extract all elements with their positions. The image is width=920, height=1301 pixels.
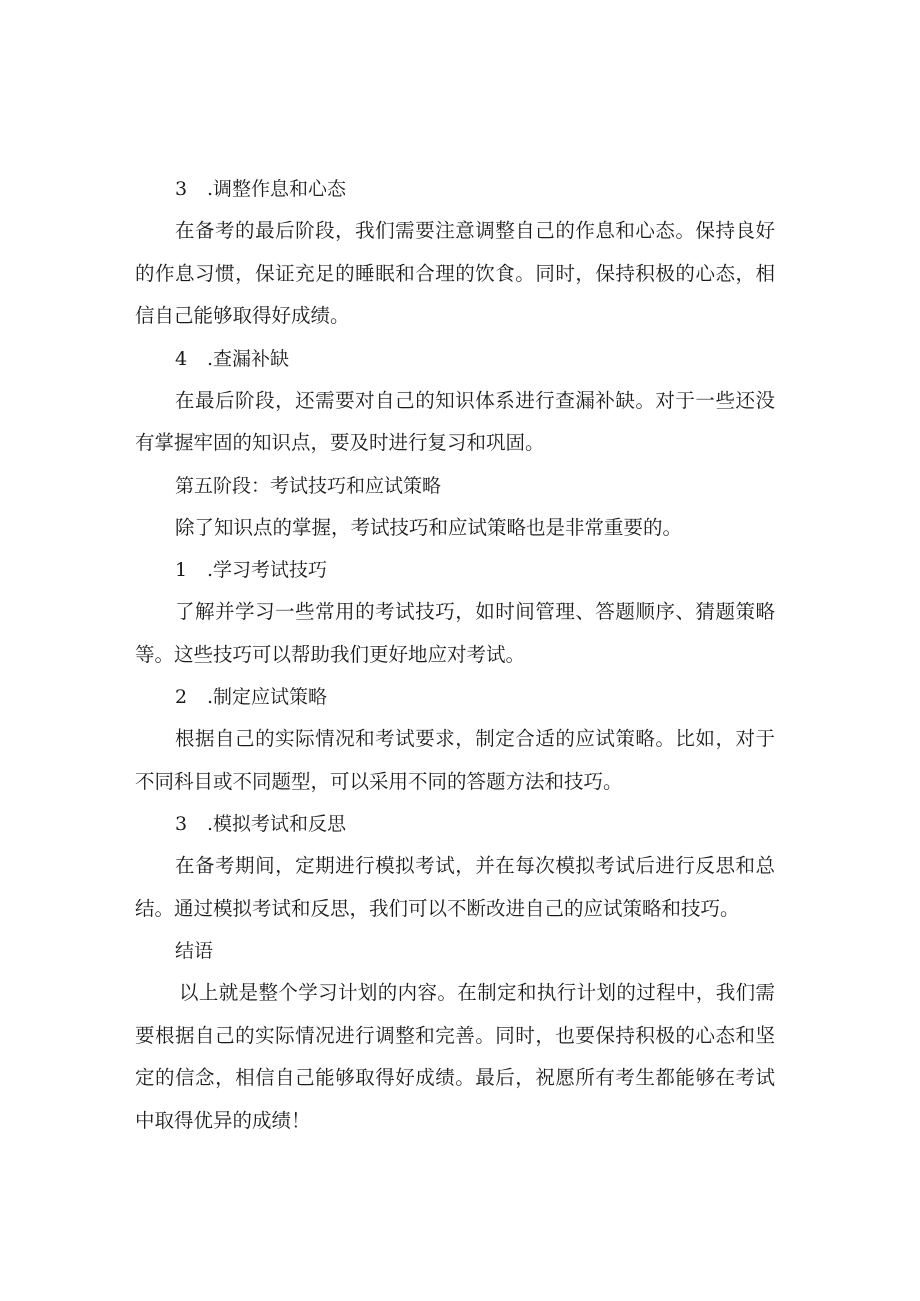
section-heading-conclusion — [135, 930, 775, 972]
heading-number: 4 — [175, 347, 188, 370]
heading-number: 3 — [175, 178, 188, 200]
heading-text: 结语 — [175, 940, 214, 962]
heading-text: .模拟考试和反思 — [207, 813, 347, 835]
paragraph-exam-skills: 了解并学习一些常用的考试技巧，如时间管理、答题顺序、猜题策略等。这些技巧可以帮助我们更好地应对考试。 — [135, 600, 775, 666]
section-heading-stage-five — [135, 465, 775, 507]
heading-text: .查漏补缺 — [207, 347, 290, 370]
heading-number: 1 — [175, 559, 188, 581]
heading-text: 第五阶段：考试技巧和应试策略 — [175, 474, 442, 497]
section-heading-mock-exam — [135, 803, 775, 845]
heading-text: .制定应试策略 — [207, 686, 328, 708]
section-heading-exam-skills — [135, 549, 775, 591]
paragraph-mock-exam: 在备考期间，定期进行模拟考试，并在每次模拟考试后进行反思和总结。通过模拟考试和反思，我们可以不断改进自己的应试策略和技巧。 — [135, 854, 775, 920]
paragraph-stage-five-intro: 除了知识点的掌握，考试技巧和应试策略也是非常重要的。 — [175, 515, 683, 539]
heading-text: .学习考试技巧 — [207, 559, 328, 581]
heading-number: 2 — [175, 686, 188, 708]
heading-number: 3 — [175, 813, 188, 835]
paragraph-exam-strategy: 根据自己的实际情况和考试要求，制定合适的应试策略。比如，对于不同科目或不同题型，可以采用不同的答题方法和技巧。 — [135, 727, 775, 793]
paragraph-fill-gaps: 在最后阶段，还需要对自己的知识体系进行查漏补缺。对于一些还没有掌握牢固的知识点，要及时进行复习和巩固。 — [135, 388, 775, 454]
paragraph-adjust-routine: 在备考的最后阶段，我们需要注意调整自己的作息和心态。保持良好的作息习惯，保证充足的睡眠和合理的饮食。同时，保持积极的心态，相信自己能够取得好成绩。 — [135, 219, 775, 327]
section-heading-exam-strategy — [135, 676, 775, 718]
paragraph-conclusion: 以上就是整个学习计划的内容。在制定和执行计划的过程中，我们需要根据自己的实际情况进行调整和完善。同时，也要保持积极的心态和坚定的信念，相信自己能够取得好成绩。最后，祝愿所有考生都能够在考试中取得优异的成绩！ — [135, 981, 775, 1132]
section-heading-fill-gaps — [135, 338, 775, 380]
document-body — [135, 168, 775, 1142]
heading-text: .调整作息和心态 — [207, 178, 347, 200]
section-heading-adjust-routine — [135, 168, 775, 210]
